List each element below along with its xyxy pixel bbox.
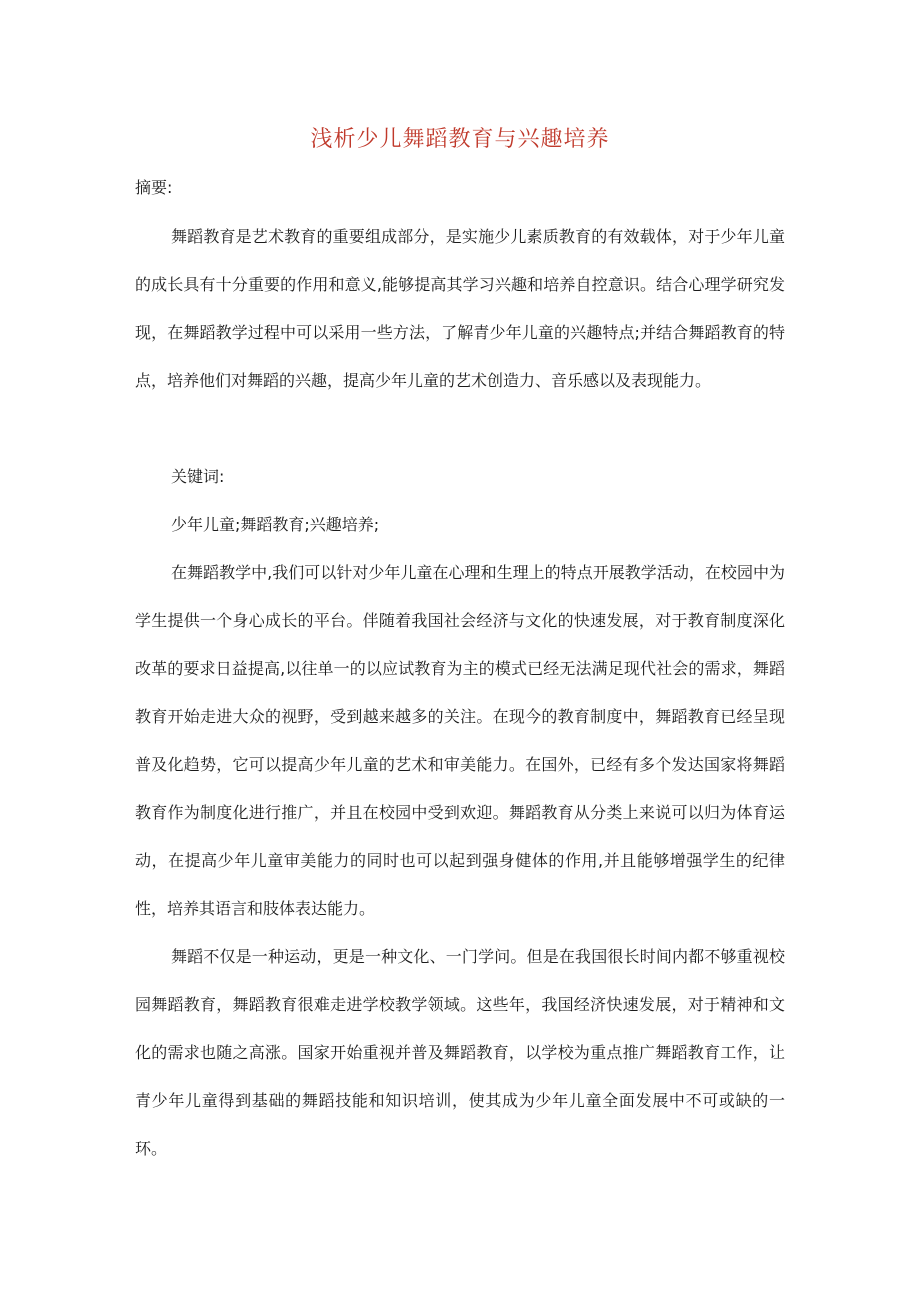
keywords-text: 少年儿童;舞蹈教育;兴趣培养; <box>171 515 380 534</box>
body-paragraph: 舞蹈不仅是一种运动，更是一种文化、一门学问。但是在我国很长时间内都不够重视校园舞蹈教育，舞蹈教育很难走进学校教学领域。这些年，我国经济快速发展，对于精神和文化的需求也随之高涨。国家开始重视并普及舞蹈教育，以学校为重点推广舞蹈教育工作，让青少年儿童得到基础的舞蹈技能和知识培训，使其成为少年儿童全面发展中不可或缺的一环。 <box>135 947 785 1158</box>
abstract-label: 摘要: <box>135 178 173 197</box>
body-paragraph: 在舞蹈教学中,我们可以针对少年儿童在心理和生理上的特点开展教学活动，在校园中为学生提供一个身心成长的平台。伴随着我国社会经济与文化的快速发展，对于教育制度深化改革的要求日益提高,以往单一的以应试教育为主的模式已经无法满足现代社会的需求，舞蹈教育开始走进大众的视野，受到越来越多的关注。在现今的教育制度中，舞蹈教育已经呈现普及化趋势，它可以提高少年儿童的艺术和审美能力。在国外，已经有多个发达国家将舞蹈教育作为制度化进行推广，并且在校园中受到欢迎。舞蹈教育从分类上来说可以归为体育运动，在提高少年儿童审美能力的同时也可以起到强身健体的作用,并且能够增强学生的纪律性，培养其语言和肢体表达能力。 <box>135 563 785 918</box>
keywords-label: 关键词: <box>171 467 225 486</box>
document-title: 浅析少儿舞蹈教育与兴趣培养 <box>310 127 610 152</box>
abstract-paragraph: 舞蹈教育是艺术教育的重要组成部分，是实施少儿素质教育的有效载体，对于少年儿童的成长具有十分重要的作用和意义,能够提高其学习兴趣和培养自控意识。结合心理学研究发现，在舞蹈教学过程中可以采用一些方法，了解青少年儿童的兴趣特点;并结合舞蹈教育的特点，培养他们对舞蹈的兴趣，提高少年儿童的艺术创造力、音乐感以及表现能力。 <box>135 227 785 390</box>
